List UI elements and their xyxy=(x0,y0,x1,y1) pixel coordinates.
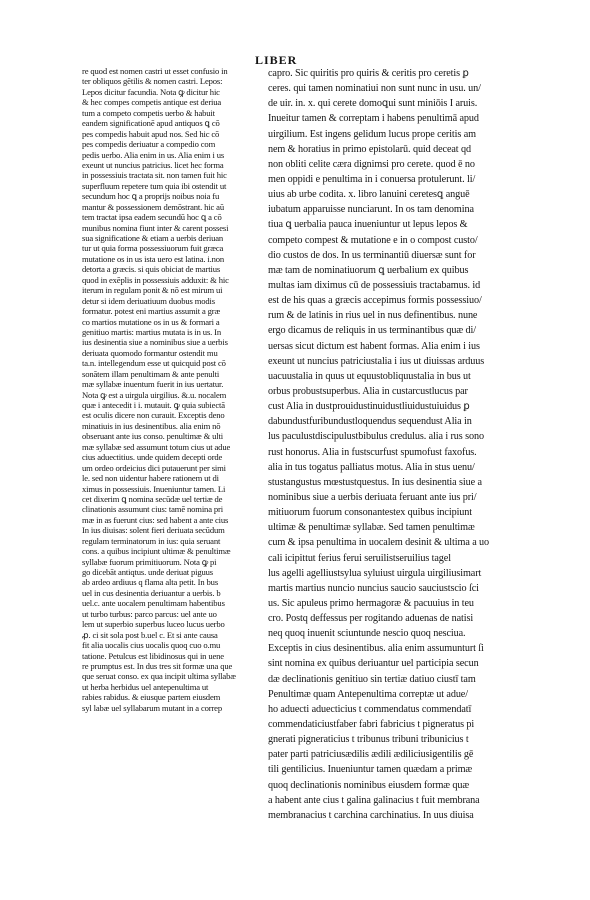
right-column-line: men oppidi e penultima in i conuersa protulerunt. li/ xyxy=(268,173,476,185)
left-column-line: rabies rabidus. & eiusque partem eiusdem xyxy=(82,692,221,703)
left-column-line: fit alia uocalis cius uocalis quoq cuo o.mu xyxy=(82,640,221,651)
left-column-line: tem tractat ipsa eadem secundū hoc ꝗ a cō xyxy=(82,212,222,223)
right-column-line: cro. Postq deffessus per rogitando aduenas de natisi xyxy=(268,613,474,625)
right-column-line: ultimæ & penultimæ syllabæ. Sed tamen penultimæ xyxy=(268,522,475,534)
left-column-line: cius aduectitius. unde quidem decepti orde xyxy=(82,452,223,463)
right-column-line: non obliti celite cæra dignimsi pro cerete. quod ē no xyxy=(268,158,475,170)
right-column-line: de uir. in. x. qui cerete domoꝗui sunt miniōis I aruis. xyxy=(268,98,478,110)
left-column-line: go dicebāt antiqtus. unde deriuat piguus xyxy=(82,567,213,577)
left-column-line: sonātem illam penultimam & ante penulti xyxy=(82,368,220,379)
right-column-line: Inueitur tamen & correptam i habens penultimā apud xyxy=(268,113,479,125)
right-column-line: us. Sic apuleus primo hermagoræ & pacuuius in teu xyxy=(268,597,474,609)
right-column-line: dabundustfuribundustloquendus sequendust Alia in xyxy=(268,416,472,428)
left-column-line: mæ syllabæ sed assumunt totum cius ut adue xyxy=(82,441,231,452)
right-column-line: cum & ipsa penultima in uocalem desinit & ultima a uo xyxy=(268,537,490,549)
left-column-line: mantur & possessionem demōstrant. hic aũ xyxy=(82,201,224,212)
right-column-line: rust honorus. Alia in fustscurfust spumofust faxofus. xyxy=(268,446,477,458)
left-column-line: superfluum repetere tum quia ibi ostendit ut xyxy=(82,180,227,191)
right-column-line: capro. Sic quiritis pro quiris & ceritis pro ceretis ꝑ xyxy=(268,68,469,79)
right-column-line: a habent ante cius t galina galinacius t fuit membrana xyxy=(268,794,480,806)
right-column-line: uersas sicut dictum est habent formas. Alia enim i ius xyxy=(268,340,480,352)
right-column-line: lus agelli agelliustsylua syluiust uirgula uirgiliusimart xyxy=(268,567,482,579)
left-column-line: ꝓ. ci sit sola post b.uel c. Et si ante causa xyxy=(82,629,218,640)
right-column-line: dæ declinationis genitiuo sin tertiæ datiuo ciustī tam xyxy=(268,673,476,685)
right-column-line: quoq declinationis nominibus eiusdem formæ quæ xyxy=(268,779,470,791)
right-column-line: gnerati pigneraticius t tribunus tribuni tribunicius t xyxy=(268,734,469,746)
left-column-line: pes compedis habuit apud nos. Sed hic cō xyxy=(82,128,220,139)
right-column-line: commendaticiustfaber fabri fabricius t pigneratus pi xyxy=(268,719,475,731)
left-column-line: quæ i antecedit i i. mutauit. ꝙ quia subiectā xyxy=(82,400,225,410)
left-column-line: quod in exēplis in possessiuis adduxit: & hic xyxy=(82,274,229,285)
left-column-line: cons. a quibus incipiunt ultimæ & penultimæ xyxy=(82,546,231,557)
left-column-line: ut herba herbidus uel antepenultima ut xyxy=(82,681,209,692)
left-column-line: cet dixerim ꝗ nomina secūdæ uel tertiæ de xyxy=(82,493,223,504)
left-column-line: ter obliquos gĕtilis & nomen castri. Lepos: xyxy=(82,76,223,87)
left-column-line: detur si idem deriuatiuum duobus modis xyxy=(82,295,215,306)
right-column-line: stustangustus mœstustquestus. In ius desinentia siue a xyxy=(268,476,482,488)
left-column-line: secundum hoc ꝗ a proprijs noibus noia fu xyxy=(82,191,220,202)
right-column-line: pater parti patriciusædilis ædili ædiliciusigentilis gē xyxy=(268,749,474,761)
right-column-line: nominibus siue a uerbis deriuata feruant ante ius pri/ xyxy=(268,491,477,503)
right-column-line: cust Alia in dustprouidustinuidustliuidustuiuidus ꝑ xyxy=(268,401,470,413)
left-column-line: uel in cus desinentia deriuantur a uerbis. b xyxy=(82,587,221,598)
left-column-line: minatiuis in ius desinentibus. alia enim nō xyxy=(82,420,221,431)
left-column-line: iterum in regulam ponit & nō est mirum ui xyxy=(82,285,223,296)
left-column-line: que seruat conso. ex qua incipit ultima syllabæ xyxy=(82,671,236,682)
left-column xyxy=(82,66,264,713)
right-column-line: ceres. qui tamen nominatiui non sunt nunc in usu. un/ xyxy=(268,83,481,95)
right-column-line: alia in tus togatus palliatus motus. Alia in stus uenu/ xyxy=(268,461,475,473)
left-column-line: detorta a græcis. si quis obiciat de martius xyxy=(82,264,221,275)
running-head: LIBER xyxy=(255,53,298,67)
right-column-line: uirgilium. Est ingens gelidum lucus prope ceritis am xyxy=(268,128,476,140)
right-column-line: cali icipittut ferius ferui seruilistseruilius tagel xyxy=(268,552,451,564)
right-column-line: competo compest & mutatione e in o compost custo/ xyxy=(268,234,478,246)
right-column-line: ergo dicamus de reliquis in us terminantibus quæ di/ xyxy=(268,325,476,337)
right-column-line: martis martius nuncio nuncius saucio sauciustscio ſci xyxy=(268,582,479,594)
right-column-line: dio custos de dos. In us terminantiū diuersæ sunt for xyxy=(268,249,476,261)
right-column-line: exeunt ut nuncius patriciustalia i ius ut diuissas arduus xyxy=(268,355,485,367)
right-column-line: uius ab urbe codita. x. libro lanuini ceretesꝗ anguē xyxy=(268,189,470,201)
right-column-line: sint nomina ex quibus deriuantur uel participia secun xyxy=(268,658,479,670)
left-column-line: mæ in as fuerunt cius: sed habent a ante cius xyxy=(82,514,229,525)
left-column-line: regulam terminatorum in ius: quia seruant xyxy=(82,535,221,546)
left-column-line: ab ardeo ardiuus q flama alta petit. In bus xyxy=(82,577,219,588)
left-column-line: re prumptus est. In dus tres sit formæ una que xyxy=(82,660,233,671)
right-column-line: tiua ꝗ uerbalia pauca inueniuntur ut lepus lepos & xyxy=(268,219,468,231)
right-column-line: uacuustalia in quus ut equustobliquustalia in bus ut xyxy=(268,370,471,382)
left-column-line: co martios mutatione os in us & formari a xyxy=(82,316,220,327)
left-column-line: mæ syllabæ inuentum fuerit in ius uertatur. xyxy=(82,379,224,390)
left-column-line: sua significatione & etiam a uerbis deriuan xyxy=(82,233,224,243)
left-column-line: syllabæ fuorum primitiuorum. Nota ꝙ pi xyxy=(82,556,217,567)
right-column-line: tili gentilicius. Inueniuntur tamen quædam a primæ xyxy=(268,764,473,776)
left-column-line: pedis uerbo. Alia enim in us. Alia enim i us xyxy=(82,149,225,160)
left-column-line: eandem significationē apud antiquos ꝗ cō xyxy=(82,118,220,129)
left-column-line: le. sed non uidentur habere rationem ut di xyxy=(82,473,219,484)
left-column-line: tatione. Petulcus est libidinosus qui in uene xyxy=(82,650,224,661)
left-column-line: um ordeo ordeicius dici putauerunt per simi xyxy=(82,462,226,473)
left-column-line: tur ut quia forma possessiuorum fuit græca xyxy=(82,243,224,254)
left-column-line: Nota ꝙ est a uirgula uirgilius. &.u. nocalem xyxy=(82,389,227,400)
left-column-line: ta.n. intellegendum esse ut quicquid post cō xyxy=(82,358,226,369)
left-column-line: In ius diuisas: solent fieri deriuata secūdum xyxy=(82,525,225,536)
right-column-line: membranacius t carchina carchinatius. In uus diuisa xyxy=(268,809,474,821)
left-column-line: uel.c. ante uocalem penultimam habentibus xyxy=(82,598,225,609)
left-column-line: ximus in possessiuis. Inueniuntur tamen. Li xyxy=(82,483,226,494)
left-column-line: tum a competo competis uerbo & habuit xyxy=(82,107,215,118)
right-column-line: Penultimæ quam Antepenultima correptæ ut adue/ xyxy=(268,688,468,700)
left-column-line: mutatione os in us ista uero est latina. i.non xyxy=(82,253,225,264)
left-column-line: munibus nomina fiunt inter & carent possesi xyxy=(82,222,229,233)
right-column-line: lus paculustdiscipulustbibulus credulus. alia i rus sono xyxy=(268,431,484,443)
right-column xyxy=(268,66,523,823)
left-column-line: in possessiuis tractata sit. non tamen fuit hic xyxy=(82,170,227,181)
right-column-line: rum & de latinis in rius uel in nus definentibus. nune xyxy=(268,310,478,322)
left-column-line: ius desinentia siue a nominibus siue a uerbis xyxy=(82,337,228,348)
left-column-line: re quod est nomen castri ut esset confusio in xyxy=(82,66,228,76)
left-column-line: exeunt ut nuncius patricius. licet hec forma xyxy=(82,159,224,170)
left-column-line: genitiuo martis: martius mutata is in us. In xyxy=(82,326,221,337)
left-column-line: formatur. potest eni martius assumit a græ xyxy=(82,306,221,317)
right-column-line: iubatum apparuisse nunciarunt. In os tam denomina xyxy=(268,204,474,216)
left-column-line: ut turbo turbus: parco parcus: uel ante uo xyxy=(82,608,217,619)
left-column-line: & hec compes competis antique est deriua xyxy=(82,97,222,108)
left-column-line: lem ut superbio superbus luceo lucus uerbo xyxy=(82,619,225,630)
right-column-line: mæ tam de nominatiuorum ꝗ uerbalium ex quibus xyxy=(268,264,469,276)
right-column-line: multas iam diximus cū de possessiuis tractabamus. id xyxy=(268,279,481,291)
right-column-line: neq quoq inuenit sciuntunde nescio quoq nesciua. xyxy=(268,628,466,640)
right-column-line: Exceptis in cius desinentibus. alia enim assumunturt ſi xyxy=(268,643,484,655)
right-column-line: est de his quas a græcis accepimus formis possessiuo/ xyxy=(268,295,482,307)
right-column-line: orbus probustsuperbus. Alia in custarcustlucus par xyxy=(268,385,468,397)
left-column-line: clinationis assumunt cius: tamē nomina pri xyxy=(82,504,223,515)
left-column-line: pes compedis deriuatur a compedio com xyxy=(82,139,216,150)
left-column-line: obseruant ante ius conso. penultimæ & ulti xyxy=(82,431,223,442)
left-column-line: deriuata quomodo formantur ostendit mu xyxy=(82,347,218,358)
right-column-line: nem & horatius in primo epistolarū. quid deceat qd xyxy=(268,143,471,155)
right-column-line: mitiuorum fuorum consonantestex quibus incipiunt xyxy=(268,507,473,519)
left-column-line: syl labæ uel syllabarum mutant in a correp xyxy=(82,702,222,713)
left-column-line: est oculis dicere non curauit. Exceptis deno xyxy=(82,410,225,421)
left-column-line: Lepos dicitur facundia. Nota ꝙ dicitur hic xyxy=(82,86,220,97)
right-column-line: ho aduecti aduecticius t commendatus commendatī xyxy=(268,703,472,715)
